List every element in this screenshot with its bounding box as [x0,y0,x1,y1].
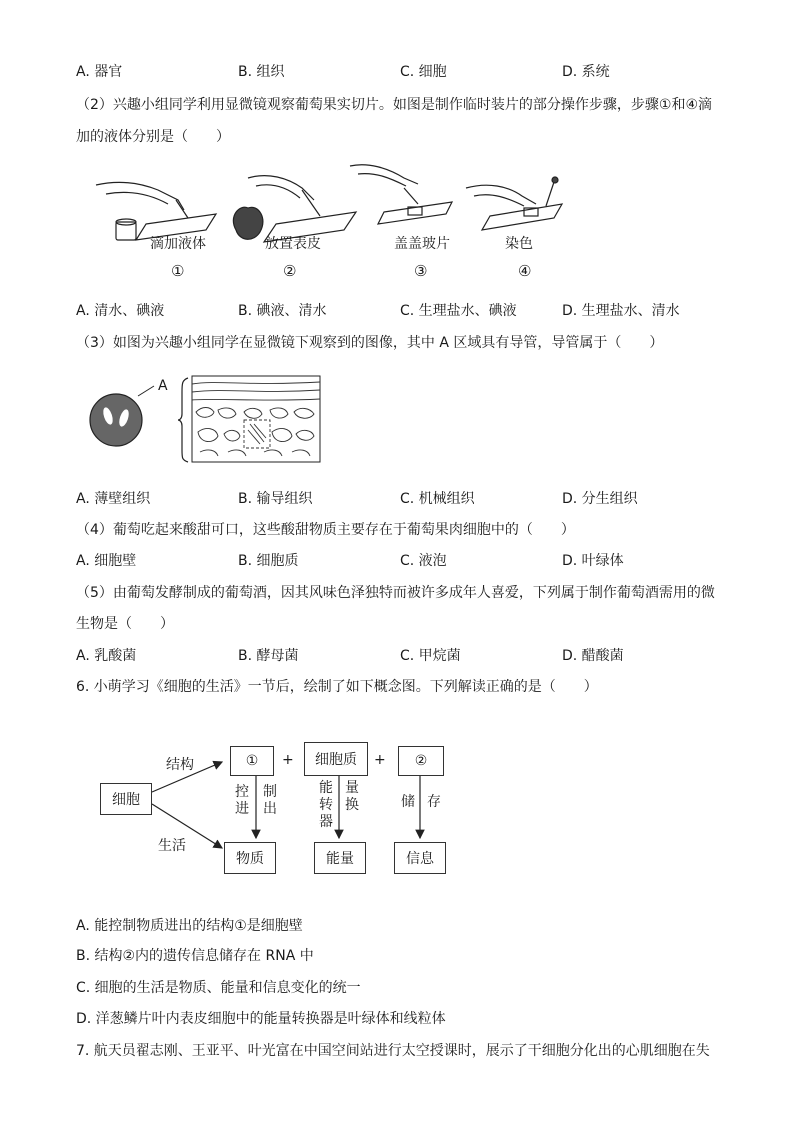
option-b: B. 碘液、清水 [238,303,327,319]
option-c: C. 细胞的生活是物质、能量和信息变化的统一 [76,980,361,996]
life-label: 生活 [158,838,186,854]
step-caption-1: 滴加液体 [150,236,206,252]
option-a: A. 能控制物质进出的结构①是细胞壁 [76,918,303,934]
store-label-left: 储 [401,794,415,810]
energy-label-right: 量 换 [345,780,359,813]
cytoplasm-box: 细胞质 [304,742,368,776]
step-number-1: ① [171,262,185,280]
plus-sign-1: + [282,752,294,768]
question-stem-cont: 生物是（ ） [76,616,174,632]
option-b: B. 组织 [238,64,285,80]
step-number-2: ② [283,262,297,280]
structure-label: 结构 [166,757,194,773]
plus-sign-2: + [374,752,386,768]
step-caption-3: 盖盖玻片 [394,236,450,252]
cell-box: 细胞 [100,783,152,815]
question-stem: 6. 小萌学习《细胞的生活》一节后，绘制了如下概念图。下列解读正确的是（ ） [76,679,598,695]
question-stem: （5）由葡萄发酵制成的葡萄酒，因其风味色泽独特而被许多成年人喜爱，下列属于制作葡萄酒需用的微 [76,585,715,601]
option-b: B. 细胞质 [238,553,299,569]
tissue-illustration [88,372,328,468]
control-label-right: 制 出 [263,784,277,817]
question-stem: （2）兴趣小组同学利用显微镜观察葡萄果实切片。如图是制作临时装片的部分操作步骤，步骤①和④滴 [76,97,713,113]
energy-label-left: 能 转 器 [319,780,333,830]
structure-1-box: ① [230,746,274,776]
question-stem: 7. 航天员翟志刚、王亚平、叶光富在中国空间站进行太空授课时，展示了干细胞分化出的心肌细胞在失 [76,1043,710,1059]
option-a: A. 薄壁组织 [76,491,151,507]
option-d: D. 分生组织 [562,491,638,507]
option-a: A. 乳酸菌 [76,648,137,664]
option-b: B. 输导组织 [238,491,313,507]
option-d: D. 叶绿体 [562,553,624,569]
information-box: 信息 [394,842,446,874]
question-stem-cont: 加的液体分别是（ ） [76,129,230,145]
control-label-left: 控 进 [235,784,249,817]
option-d: D. 生理盐水、清水 [562,303,680,319]
option-a: A. 器官 [76,64,123,80]
option-c: C. 生理盐水、碘液 [400,303,517,319]
region-a-label: A [158,378,168,394]
microscope-figure [88,372,328,468]
option-c: C. 甲烷菌 [400,648,461,664]
option-c: C. 机械组织 [400,491,475,507]
concept-diagram [96,738,456,880]
question-stem: （3）如图为兴趣小组同学在显微镜下观察到的图像，其中 A 区域具有导管，导管属于（ ） [76,335,664,351]
step-caption-4: 染色 [505,236,533,252]
option-a: A. 细胞壁 [76,553,137,569]
question-stem: （4）葡萄吃起来酸甜可口，这些酸甜物质主要存在于葡萄果肉细胞中的（ ） [76,522,575,538]
step-number-4: ④ [518,262,532,280]
option-b: B. 结构②内的遗传信息储存在 RNA 中 [76,948,314,964]
store-label-right: 存 [427,794,441,810]
energy-box: 能量 [314,842,366,874]
option-a: A. 清水、碘液 [76,303,165,319]
option-c: C. 液泡 [400,553,447,569]
option-d: D. 洋葱鳞片叶内表皮细胞中的能量转换器是叶绿体和线粒体 [76,1011,446,1027]
option-d: D. 系统 [562,64,610,80]
matter-box: 物质 [224,842,276,874]
structure-2-box: ② [398,746,444,776]
option-c: C. 细胞 [400,64,447,80]
step-number-3: ③ [414,262,428,280]
step-caption-2: 放置表皮 [265,236,321,252]
option-b: B. 酵母菌 [238,648,299,664]
option-d: D. 醋酸菌 [562,648,624,664]
